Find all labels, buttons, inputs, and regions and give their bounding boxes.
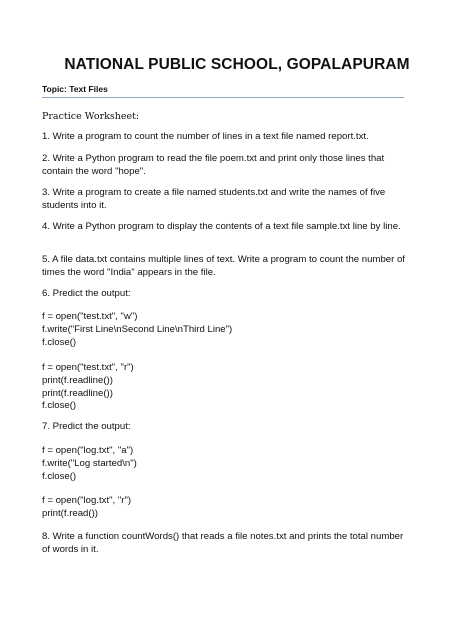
code-line: f.close() [42,336,77,348]
code-line: f.write("Log started\n") [42,457,137,469]
code-line: f = open("test.txt", "w") [42,311,138,322]
code-line: f = open("test.txt", "r") [42,362,134,373]
question-5: 5. A file data.txt contains multiple lines of text. Write a program to count the number of times the word "India" appears in the file. [42,254,408,278]
question-1: 1. Write a program to count the number of lines in a text file named report.txt. [42,131,369,142]
school-title: NATIONAL PUBLIC SCHOOL, GOPALAPURAM [64,56,410,73]
question-2: 2. Write a Python program to read the file poem.txt and print only those lines that contain the word "hope". [42,153,387,177]
code-line: f.close() [42,470,77,482]
topic-heading: Topic: Text Files [42,84,108,94]
question-6: 6. Predict the output: [42,288,131,299]
question-6-code-block-1 [42,311,412,349]
code-line: f = open("log.txt", "a") [42,445,134,456]
question-8: 8. Write a function countWords() that reads a file notes.txt and prints the total number of words in it. [42,531,406,555]
code-line: f.close() [42,400,77,412]
code-line: print(f.readline()) [42,374,113,386]
question-7-code-block-2 [42,495,412,521]
question-6-code-block-2 [42,362,412,413]
code-line: f = open("log.txt", "r") [42,495,132,506]
code-line: print(f.readline()) [42,387,113,399]
question-7-code-block-1 [42,445,412,483]
worksheet-label: Practice Worksheet: [42,111,140,122]
code-line: f.write("First Line\nSecond Line\nThird Line") [42,323,233,335]
question-4: 4. Write a Python program to display the contents of a text file sample.txt line by line. [42,221,401,232]
topic-divider [42,97,404,98]
question-3: 3. Write a program to create a file named students.txt and write the names of five students into it. [42,187,388,211]
code-line: print(f.read()) [42,507,98,519]
question-7: 7. Predict the output: [42,421,131,432]
